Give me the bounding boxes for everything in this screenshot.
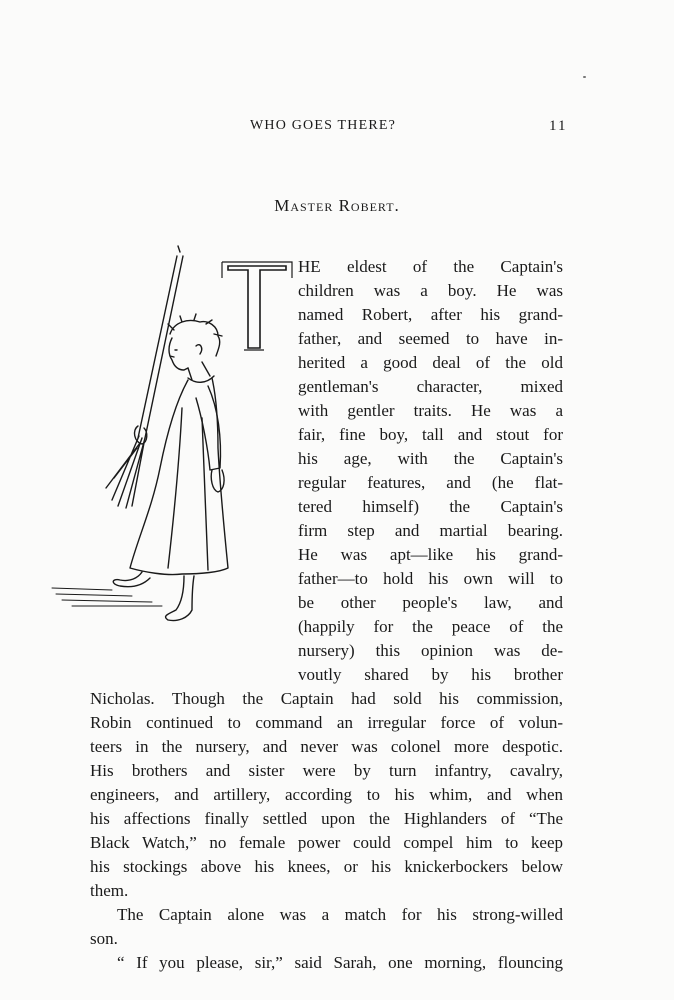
text-line: tered himself) the Captain's <box>298 497 563 516</box>
text-line: Robin continued to command an irregular force of volun- <box>90 713 563 732</box>
text-line: Nicholas. Though the Captain had sold his commission, <box>90 689 563 708</box>
text-line: Black Watch,” no female power could compel him to keep <box>90 833 563 852</box>
text-line: firm step and martial bearing. <box>298 521 563 540</box>
text-line: father—to hold his own will to <box>298 569 563 588</box>
drop-cap-letter: T <box>220 258 221 259</box>
text-line: named Robert, after his grand- <box>298 305 563 324</box>
text-line: regular features, and (he flat- <box>298 473 563 492</box>
text-line: with gentler traits. He was a <box>298 401 563 420</box>
running-title: WHO GOES THERE? <box>250 118 397 133</box>
text-line: HE eldest of the Captain's <box>298 257 563 276</box>
text-line: “ If you please, sir,” said Sarah, one morning, flouncing <box>117 953 563 972</box>
text-line: his affections finally settled upon the Highlanders of “The <box>90 809 563 828</box>
text-line: He was apt—like his grand- <box>298 545 563 564</box>
text-line: herited a good deal of the old <box>298 353 563 372</box>
text-line: son. <box>90 929 118 948</box>
text-line: his stockings above his knees, or his knickerbockers below <box>90 857 563 876</box>
text-line: teers in the nursery, and never was colonel more despotic. <box>90 737 563 756</box>
text-line: them. <box>90 881 129 900</box>
text-line: (happily for the peace of the <box>298 617 563 636</box>
text-line: engineers, and artillery, according to his whim, and when <box>90 785 563 804</box>
chapter-title-text: Master Robert. <box>274 196 400 215</box>
text-line: children was a boy. He was <box>298 281 563 300</box>
text-line: The Captain alone was a match for his strong-willed <box>117 905 563 924</box>
text-line: fair, fine boy, tall and stout for <box>298 425 563 444</box>
text-line: voutly shared by his brother <box>298 665 563 684</box>
text-line: be other people's law, and <box>298 593 563 612</box>
text-line: his age, with the Captain's <box>298 449 563 468</box>
page-number: 11 <box>549 118 568 134</box>
text-line: father, and seemed to have in- <box>298 329 563 348</box>
text-line: gentleman's character, mixed <box>298 377 563 396</box>
text-line: His brothers and sister were by turn infantry, cavalry, <box>90 761 563 780</box>
text-line: nursery) this opinion was de- <box>298 641 563 660</box>
